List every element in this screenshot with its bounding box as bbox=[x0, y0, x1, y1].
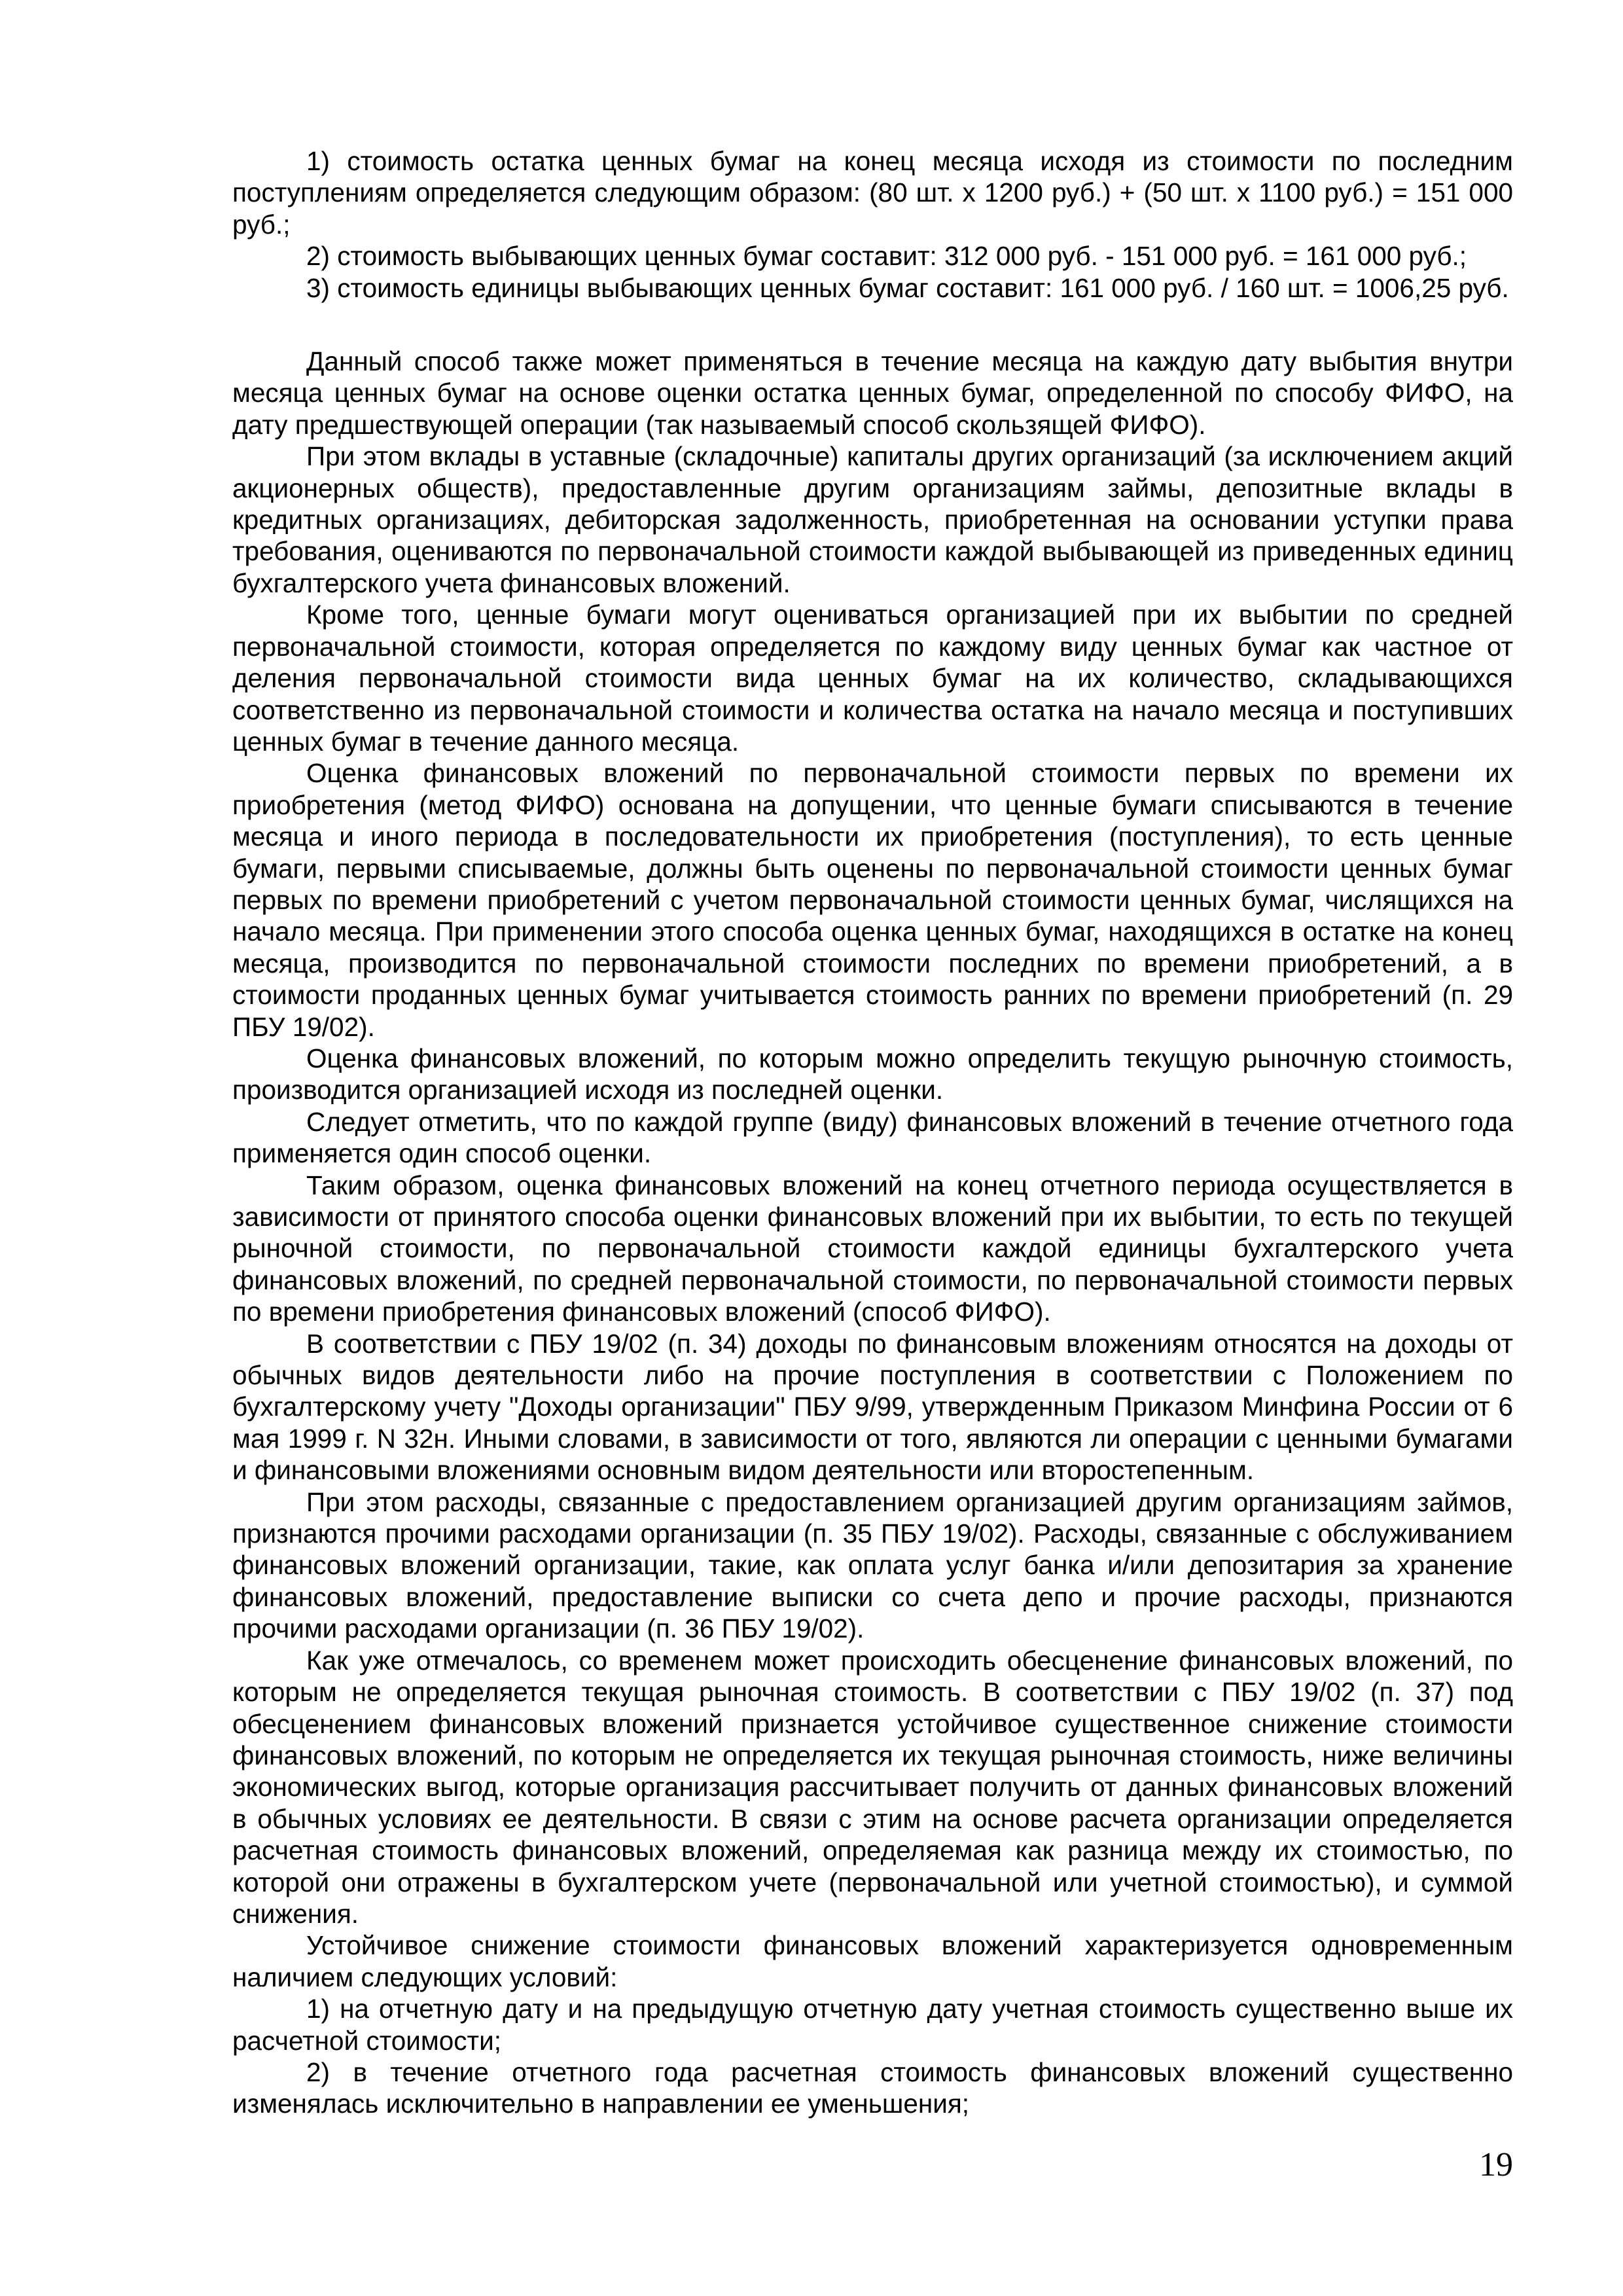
document-page bbox=[232, 145, 1513, 2120]
paragraph-contributions: При этом вклады в уставные (складочные) капиталы других организаций (за исключением акций акционерных обществ), предоставленные другим организациям займы, депозитные вклады в кредитных организациях, дебиторская задолженность, приобретенная на основании уступки права требования, оцениваются по первоначальной стоимости каждой выбывающей из приведенных единиц бухгалтерского учета финансовых вложений. bbox=[232, 441, 1513, 598]
paragraph-one-method: Следует отметить, что по каждой группе (виду) финансовых вложений в течение отчетного года применяется один способ оценки. bbox=[232, 1106, 1513, 1169]
paragraph-condition-1: 1) на отчетную дату и на предыдущую отчетную дату учетная стоимость существенно выше их расчетной стоимости; bbox=[232, 1994, 1513, 2056]
paragraph-income: В соответствии с ПБУ 19/02 (п. 34) доходы по финансовым вложениям относятся на доходы от обычных видов деятельности либо на прочие поступления в соответствии с Положением по бухгалтерскому учету "Доходы организации" ПБУ 9/99, утвержденным Приказом Минфина России от 6 мая 1999 г. N 32н. Иными словами, в зависимости от того, являются ли операции с ценными бумагами и финансовыми вложениями основным видом деятельности или второстепенным. bbox=[232, 1328, 1513, 1486]
paragraph-sliding-fifo: Данный способ также может применяться в течение месяца на каждую дату выбытия внутри месяца ценных бумаг на основе оценки остатка ценных бумаг, определенной по способу ФИФО, на дату предшествующей операции (так называемый способ скользящей ФИФО). bbox=[232, 346, 1513, 440]
paragraph-calc-1: 1) стоимость остатка ценных бумаг на конец месяца исходя из стоимости по последним поступлениям определяется следующим образом: (80 шт. x 1200 руб.) + (50 шт. x 1100 руб.) = 151 000 руб.; bbox=[232, 146, 1513, 240]
page-number: 19 bbox=[1479, 2146, 1513, 2183]
paragraph-period-end: Таким образом, оценка финансовых вложений на конец отчетного периода осуществляется в зависимости от принятого способа оценки финансовых вложений при их выбытии, то есть по текущей рыночной стоимости, по первоначальной стоимости каждой единицы бухгалтерского учета финансовых вложений, по средней первоначальной стоимости, по первоначальной стоимости первых по времени приобретения финансовых вложений (способ ФИФО). bbox=[232, 1170, 1513, 1327]
paragraph-expenses: При этом расходы, связанные с предоставлением организацией другим организациям займов, признаются прочими расходами организации (п. 35 ПБУ 19/02). Расходы, связанные с обслуживанием финансовых вложений организации, такие, как оплата услуг банка и/или депозитария за хранение финансовых вложений, предоставление выписки со счета депо и прочие расходы, признаются прочими расходами организации (п. 36 ПБУ 19/02). bbox=[232, 1486, 1513, 1644]
paragraph-calc-2: 2) стоимость выбывающих ценных бумаг составит: 312 000 руб. - 151 000 руб. = 161 000 руб.; bbox=[306, 241, 1467, 272]
paragraph-market-value: Оценка финансовых вложений, по которым можно определить текущую рыночную стоимость, производится организацией исходя из последней оценки. bbox=[232, 1043, 1513, 1105]
paragraph-average-cost: Кроме того, ценные бумаги могут оцениваться организацией при их выбытии по средней первоначальной стоимости, которая определяется по каждому виду ценных бумаг как частное от деления первоначальной стоимости вида ценных бумаг на их количество, складывающихся соответственно из первоначальной стоимости и количества остатка на начало месяца и поступивших ценных бумаг в течение данного месяца. bbox=[232, 600, 1513, 757]
paragraph-calc-3: 3) стоимость единицы выбывающих ценных бумаг составит: 161 000 руб. / 160 шт. = 1006,25 руб. bbox=[306, 272, 1509, 303]
paragraph-gap bbox=[232, 304, 1513, 346]
paragraph-fifo-method: Оценка финансовых вложений по первоначальной стоимости первых по времени их приобретения (метод ФИФО) основана на допущении, что ценные бумаги списываются в течение месяца и иного периода в последовательности их приобретения (поступления), то есть ценные бумаги, первыми списываемые, должны быть оценены по первоначальной стоимости ценных бумаг первых по времени приобретений с учетом первоначальной стоимости ценных бумаг, числящихся на начало месяца. При применении этого способа оценка ценных бумаг, находящихся в остатке на конец месяца, производится по первоначальной стоимости последних по времени приобретений, а в стоимости проданных ценных бумаг учитывается стоимость ранних по времени приобретений (п. 29 ПБУ 19/02). bbox=[232, 758, 1513, 1042]
paragraph-condition-2: 2) в течение отчетного года расчетная стоимость финансовых вложений существенно изменялась исключительно в направлении ее уменьшения; bbox=[232, 2056, 1513, 2119]
paragraph-conditions-intro: Устойчивое снижение стоимости финансовых вложений характеризуется одновременным наличием следующих условий: bbox=[232, 1930, 1513, 1992]
paragraph-impairment: Как уже отмечалось, со временем может происходить обесценение финансовых вложений, по которым не определяется текущая рыночная стоимость. В соответствии с ПБУ 19/02 (п. 37) под обесценением финансовых вложений признается устойчивое существенное снижение стоимости финансовых вложений, по которым не определяется их текущая рыночная стоимость, ниже величины экономических выгод, которые организация рассчитывает получить от данных финансовых вложений в обычных условиях ее деятельности. В связи с этим на основе расчета организации определяется расчетная стоимость финансовых вложений, определяемая как разница между их стоимостью, по которой они отражены в бухгалтерском учете (первоначальной или учетной стоимостью), и суммой снижения. bbox=[232, 1645, 1513, 1929]
